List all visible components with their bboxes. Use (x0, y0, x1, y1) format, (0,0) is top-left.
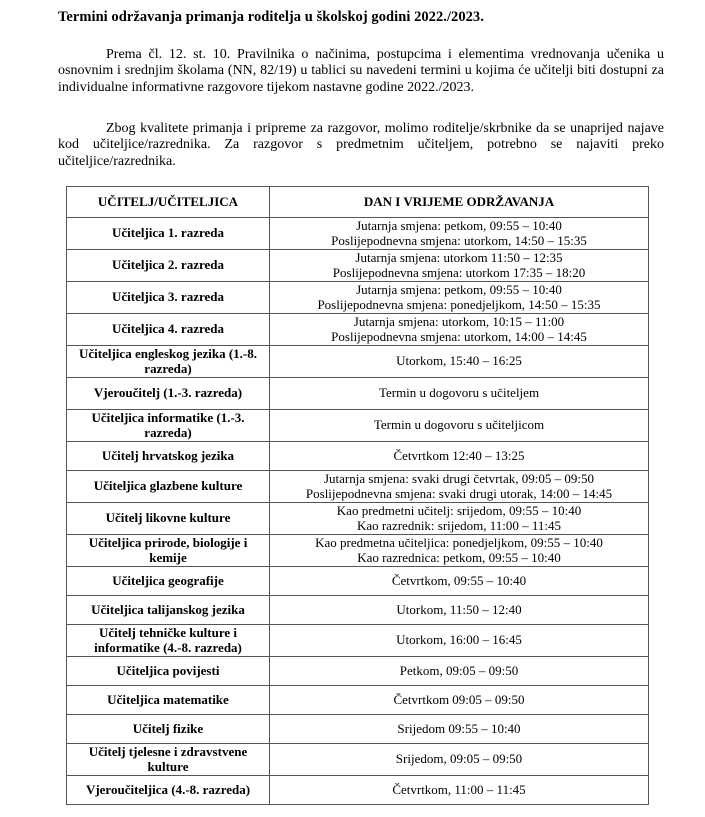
teacher-cell: Učiteljica geografije (67, 567, 270, 596)
teacher-cell: Učiteljica informatike (1.-3. razreda) (67, 410, 270, 442)
term-cell (270, 282, 649, 314)
schedule-body (67, 218, 649, 805)
teacher-cell: Vjeroučiteljica (4.-8. razreda) (67, 776, 270, 805)
term-cell (270, 715, 649, 744)
term-line: Termin u dogovoru s učiteljem (378, 385, 540, 401)
term-cell (270, 776, 649, 805)
header-teacher: UČITELJ/UČITELJICA (67, 187, 270, 218)
teacher-cell: Učitelj fizike (67, 715, 270, 744)
table-row (67, 596, 649, 625)
term-line: Poslijepodnevna smjena: utorkom 17:35 – 18:20 (332, 264, 586, 280)
term-cell (270, 567, 649, 596)
term-line: Kao predmetna učiteljica: ponedjeljkom, 09:55 – 10:40 (315, 535, 603, 551)
term-cell (270, 250, 649, 282)
schedule-table (66, 186, 649, 805)
table-header-row (67, 187, 649, 218)
table-row (67, 218, 649, 250)
teacher-cell: Učiteljica 3. razreda (67, 282, 270, 314)
document-title: Termini održavanja primanja roditelja u školskoj godini 2022./2023. (58, 9, 484, 25)
table-row (67, 657, 649, 686)
term-line: Poslijepodnevna smjena: utorkom, 14:50 – 15:35 (331, 232, 587, 248)
teacher-cell: Učitelj tehničke kulture i informatike (4.-8. razreda) (67, 625, 270, 657)
teacher-cell: Učiteljica glazbene kulture (67, 471, 270, 503)
table-row (67, 744, 649, 776)
teacher-cell: Učiteljica 2. razreda (67, 250, 270, 282)
term-line: Poslijepodnevna smjena: ponedjeljkom, 14:50 – 15:35 (317, 296, 601, 312)
term-cell (270, 535, 649, 567)
term-line: Jutarnja smjena: petkom, 09:55 – 10:40 (356, 282, 562, 298)
table-row (67, 282, 649, 314)
table-row (67, 346, 649, 378)
teacher-cell: Vjeroučitelj (1.-3. razreda) (67, 378, 270, 410)
term-cell (270, 471, 649, 503)
term-cell (270, 596, 649, 625)
term-line: Jutarnja smjena: petkom, 09:55 – 10:40 (356, 218, 562, 234)
term-line: Srijedom, 09:05 – 09:50 (395, 751, 523, 767)
term-line: Jutarnja smjena: utorkom, 10:15 – 11:00 (353, 314, 565, 330)
term-line: Termin u dogovoru s učiteljicom (373, 417, 545, 433)
table-row (67, 625, 649, 657)
term-line: Poslijepodnevna smjena: utorkom, 14:00 – 14:45 (331, 328, 587, 344)
term-cell (270, 744, 649, 776)
term-cell (270, 346, 649, 378)
notice-paragraph: Zbog kvalitete primanja i pripreme za razgovor, molimo roditelje/skrbnike da se unaprijed najave kod učiteljice/razrednika. Za razgovor s predmetnim učiteljem, potrebno se najaviti preko učiteljice/razrednika. (58, 121, 664, 169)
intro-paragraph: Prema čl. 12. st. 10. Pravilnika o načinima, postupcima i elementima vrednovanja učenika u osnovnim i srednjim školama (NN, 82/19) u tablici su navedeni termini u kojima će učitelji biti dostupni za individualne informativne razgovore tijekom nastavne godine 2022./2023. (58, 47, 664, 95)
table-row (67, 686, 649, 715)
term-line: Utorkom, 16:00 – 16:45 (396, 632, 522, 648)
term-cell (270, 218, 649, 250)
table-row (67, 410, 649, 442)
teacher-cell: Učiteljica matematike (67, 686, 270, 715)
teacher-cell: Učitelj hrvatskog jezika (67, 442, 270, 471)
term-line: Petkom, 09:05 – 09:50 (399, 662, 519, 678)
teacher-cell: Učiteljica prirode, biologije i kemije (67, 535, 270, 567)
term-line: Četvrtkom, 09:55 – 10:40 (391, 572, 527, 588)
term-cell (270, 378, 649, 410)
term-cell (270, 442, 649, 471)
table-row (67, 471, 649, 503)
term-line: Četvrtkom 12:40 – 13:25 (393, 447, 525, 463)
term-line: Poslijepodnevna smjena: svaki drugi utorak, 14:00 – 14:45 (305, 485, 613, 501)
term-cell (270, 625, 649, 657)
term-line: Utorkom, 11:50 – 12:40 (396, 601, 522, 617)
table-row (67, 378, 649, 410)
table-row (67, 503, 649, 535)
teacher-cell: Učiteljica talijanskog jezika (67, 596, 270, 625)
term-cell (270, 503, 649, 535)
term-line: Jutarnja smjena: utorkom 11:50 – 12:35 (355, 250, 563, 266)
teacher-cell: Učiteljica 4. razreda (67, 314, 270, 346)
term-line: Četvrtkom, 11:00 – 11:45 (392, 781, 526, 797)
term-cell (270, 314, 649, 346)
teacher-cell: Učiteljica 1. razreda (67, 218, 270, 250)
term-line: Kao predmetni učitelj: srijedom, 09:55 – 10:40 (336, 503, 582, 519)
teacher-cell: Učitelj likovne kulture (67, 503, 270, 535)
table-row (67, 567, 649, 596)
term-line: Utorkom, 15:40 – 16:25 (396, 353, 522, 369)
term-line: Kao razrednica: petkom, 09:55 – 10:40 (357, 549, 561, 565)
term-cell (270, 410, 649, 442)
teacher-cell: Učiteljica povijesti (67, 657, 270, 686)
table-row (67, 314, 649, 346)
term-line: Četvrtkom 09:05 – 09:50 (393, 691, 525, 707)
term-cell (270, 657, 649, 686)
table-row (67, 250, 649, 282)
term-line: Kao razrednik: srijedom, 11:00 – 11:45 (356, 517, 562, 533)
table-row (67, 715, 649, 744)
header-term: DAN I VRIJEME ODRŽAVANJA (270, 187, 649, 218)
table-row (67, 442, 649, 471)
term-line: Jutarnja smjena: svaki drugi četvrtak, 09:05 – 09:50 (323, 471, 595, 487)
table-row (67, 776, 649, 805)
teacher-cell: Učitelj tjelesne i zdravstvene kulture (67, 744, 270, 776)
term-line: Srijedom 09:55 – 10:40 (397, 720, 521, 736)
term-cell (270, 686, 649, 715)
table-row (67, 535, 649, 567)
teacher-cell: Učiteljica engleskog jezika (1.-8. razreda) (67, 346, 270, 378)
